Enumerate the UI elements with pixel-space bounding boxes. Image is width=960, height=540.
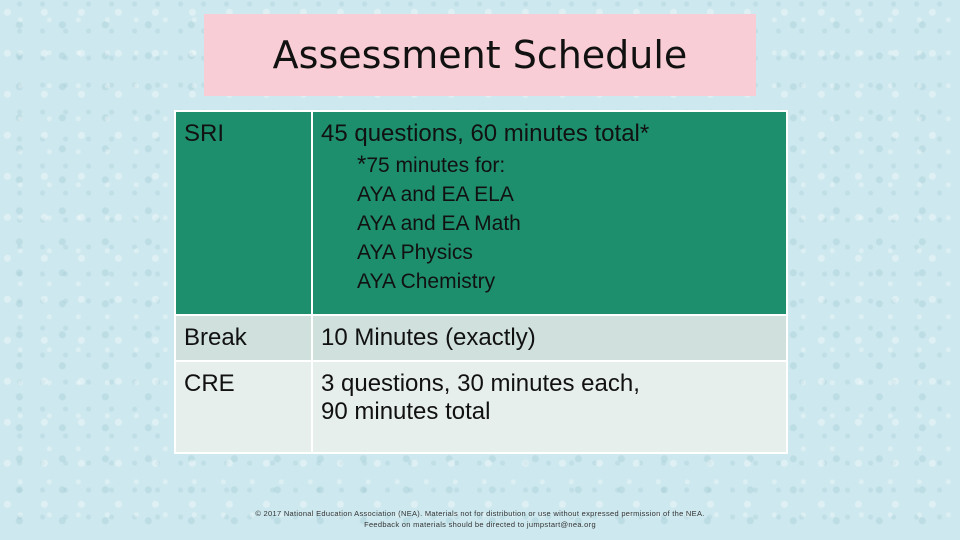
copyright-footer: [0, 508, 960, 530]
sri-note-item: AYA and EA Math: [357, 212, 521, 235]
title-box: [204, 14, 756, 96]
table-row-sri: [175, 111, 787, 315]
cre-description-line1: 3 questions, 30 minutes each,: [321, 370, 640, 397]
row-label-cre: CRE: [175, 361, 312, 453]
footer-copyright: © 2017 National Education Association (NEA). Materials not for distribution or use without expressed permission of the NEA.: [255, 509, 705, 518]
table-row-cre: [175, 361, 787, 453]
sri-note-item: AYA and EA ELA: [357, 183, 514, 206]
break-description: 10 Minutes (exactly): [312, 315, 787, 361]
sri-description: 45 questions, 60 minutes total*: [321, 120, 650, 147]
row-label-break: Break: [175, 315, 312, 361]
slide-title: Assessment Schedule: [272, 33, 688, 77]
row-label-sri: SRI: [175, 111, 312, 315]
sri-note-item: AYA Chemistry: [357, 270, 496, 293]
schedule-table: [174, 110, 788, 454]
sri-note: [357, 150, 778, 180]
cre-description: [312, 361, 787, 453]
sri-note-star: *: [357, 151, 367, 178]
sri-note-item: AYA Physics: [357, 241, 473, 264]
cre-description-line2: 90 minutes total: [321, 398, 491, 425]
table-row-break: [175, 315, 787, 361]
sri-note-head: 75 minutes for:: [366, 154, 506, 177]
footer-feedback: Feedback on materials should be directed to jumpstart@nea.org: [364, 520, 596, 529]
row-content-sri: [312, 111, 787, 315]
